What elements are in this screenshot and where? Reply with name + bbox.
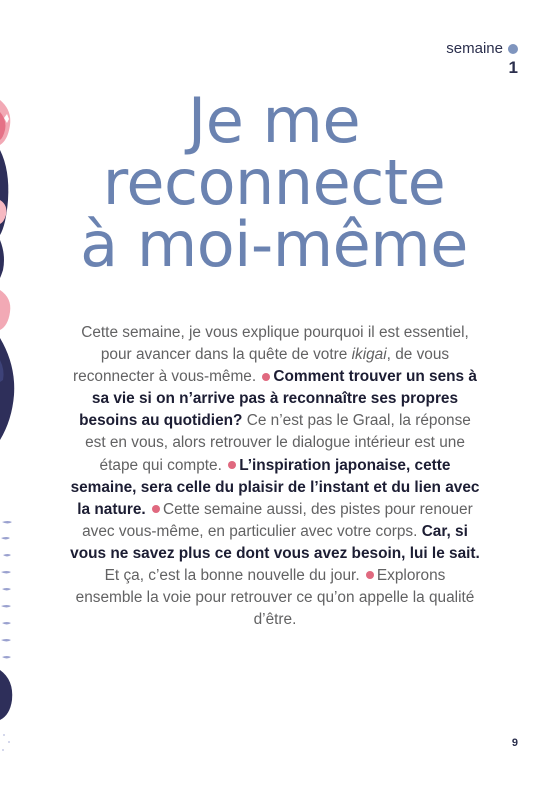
text-b1: Comment trouver un sens à sa vie si on n’arrive pas à reconnaître ses propres besoins au quotidien? — [79, 368, 477, 430]
week-indicator — [446, 40, 518, 78]
intro-paragraph — [70, 322, 480, 631]
text-s5: Explorons ensemble la voie pour retrouver ce qu’on appelle la qualité d’être. — [75, 567, 475, 629]
text-s1: Cette semaine, je vous explique pourquoi il est essentiel, pour avancer dans la quête de votre — [81, 324, 469, 364]
text-s1-end: , de vous reconnecter à vous-même. — [73, 346, 450, 386]
text-b3: Car, si vous ne savez plus ce dont vous avez besoin, lui le sait. — [70, 522, 480, 562]
page-number: 9 — [511, 737, 518, 749]
text-s4: Et ça, c’est la bonne nouvelle du jour. — [104, 567, 360, 585]
title-line-1: Je me — [187, 84, 361, 157]
text-ikigai: ikigai — [351, 346, 387, 364]
title-line-2: reconnecte — [102, 146, 446, 219]
bullet-dot-icon — [228, 461, 236, 469]
title-line-3: à moi-même — [80, 208, 468, 281]
bullet-dot-icon — [366, 571, 374, 579]
bullet-dot-icon — [262, 373, 270, 381]
text-s2: Ce n’est pas le Graal, la réponse est en vous, alors retrouver le dialogue intérieur est une étape qui compte. — [85, 412, 471, 474]
floral-edge-illustration — [0, 0, 20, 800]
week-label: semaine — [446, 40, 503, 57]
week-number: 1 — [508, 58, 518, 77]
page-title — [40, 84, 508, 281]
bullet-dot-icon — [152, 505, 160, 513]
week-dot-icon — [508, 44, 518, 54]
text-s3: Cette semaine aussi, des pistes pour renouer avec vous-même, en particulier avec votre corps. — [82, 500, 473, 540]
week-label-row — [446, 40, 518, 57]
text-b2: L’inspiration japonaise, cette semaine, sera celle du plaisir de l’instant et du lien avec la nature. — [70, 456, 480, 518]
